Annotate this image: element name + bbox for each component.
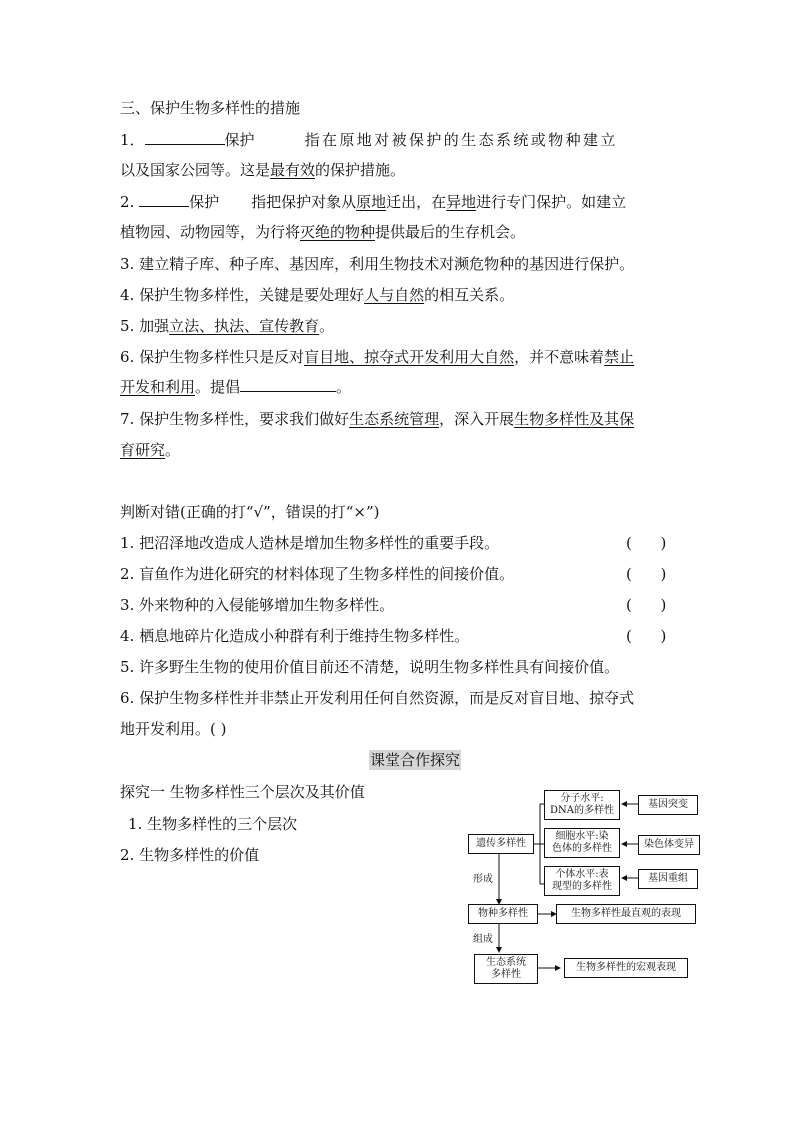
paragraph-3: 3. 建立精子库、种子库、基因库，利用生物技术对濒危物种的基因进行保护。 — [120, 255, 635, 273]
forms-label: 形成 — [473, 874, 493, 885]
answer-paren-1: ( ) — [626, 534, 667, 552]
paragraph-5: 5. 加强立法、执法、宣传教育。 — [120, 317, 335, 335]
judge-item-1: 1. 把沼泽地改造成人造林是增加生物多样性的重要手段。 — [120, 534, 500, 552]
section-title: 三、保护生物多样性的措施 — [120, 99, 301, 117]
cellular-level-box: 细胞水平:染 色体的多样性 — [544, 828, 620, 858]
paragraph-6: 6. 保护生物多样性只是反对盲目地、掠夺式开发利用大自然，并不意味着禁止 — [120, 348, 635, 366]
blank — [145, 130, 225, 145]
explore-heading: 探究一 生物多样性三个层次及其价值 — [120, 783, 365, 801]
paragraph-6-line2: 开发和利用。提倡 。 — [120, 378, 352, 396]
answer-paren-3: ( ) — [626, 596, 667, 614]
gene-mutation-box: 基因突变 — [638, 795, 698, 815]
species-diversity-box: 物种多样性 — [468, 904, 538, 924]
species-description-box: 生物多样性最直观的表现 — [556, 904, 696, 924]
paragraph-1-line2: 以及国家公园等。这是最有效的保护措施。 — [120, 161, 406, 179]
judge-item-4: 4. 栖息地碎片化造成小种群有利于维持生物多样性。 — [120, 627, 470, 645]
ecosystem-diversity-box: 生态系统 多样性 — [474, 954, 538, 984]
judge-title: 判断对错(正确的打“√”，错误的打“×”) — [120, 503, 380, 521]
paragraph-1: 1． 保护 指在原地对被保护的生态系统或物种建立 — [120, 131, 618, 149]
sub-heading-2: 2. 生物多样性的价值 — [120, 846, 260, 864]
judge-item-3: 3. 外来物种的入侵能够增加生物多样性。 — [120, 596, 395, 614]
genetic-diversity-box: 遗传多样性 — [468, 834, 534, 854]
blank — [139, 192, 189, 207]
paragraph-2: 2. 保护 指把保护对象从原地迁出，在异地进行专门保护。如建立 — [120, 193, 627, 211]
individual-level-box: 个体水平:表 现型的多样性 — [544, 866, 620, 896]
ecosystem-description-box: 生物多样性的宏观表现 — [564, 958, 688, 978]
gene-recombination-box: 基因重组 — [638, 869, 698, 889]
sub-heading-1: 1. 生物多样性的三个层次 — [128, 815, 298, 833]
judge-item-2: 2. 盲鱼作为进化研究的材料体现了生物多样性的间接价值。 — [120, 565, 515, 583]
blank — [240, 377, 336, 392]
paragraph-2-line2: 植物园、动物园等，为行将灭绝的物种提供最后的生存机会。 — [120, 223, 526, 241]
judge-item-6-line2: 地开发利用。( ) — [120, 720, 227, 738]
biodiversity-diagram — [460, 786, 710, 991]
paragraph-7-line2: 育研究。 — [120, 441, 181, 459]
paragraph-4: 4. 保护生物多样性，关键是要处理好人与自然的相互关系。 — [120, 286, 515, 304]
judge-item-5: 5. 许多野生生物的使用价值目前还不清楚，说明生物多样性具有间接价值。 — [120, 658, 620, 676]
composes-label: 组成 — [473, 934, 493, 945]
classroom-title: 课堂合作探究 — [370, 751, 461, 769]
answer-paren-4: ( ) — [626, 627, 667, 645]
judge-item-6: 6. 保护生物多样性并非禁止开发利用任何自然资源，而是反对盲目地、掠夺式 — [120, 689, 635, 707]
chromosome-variation-box: 染色体变异 — [638, 835, 700, 855]
paragraph-7: 7. 保护生物多样性，要求我们做好生态系统管理，深入开展生物多样性及其保 — [120, 410, 635, 428]
molecular-level-box: 分子水平: DNA的多样性 — [544, 790, 620, 820]
answer-paren-2: ( ) — [626, 565, 667, 583]
